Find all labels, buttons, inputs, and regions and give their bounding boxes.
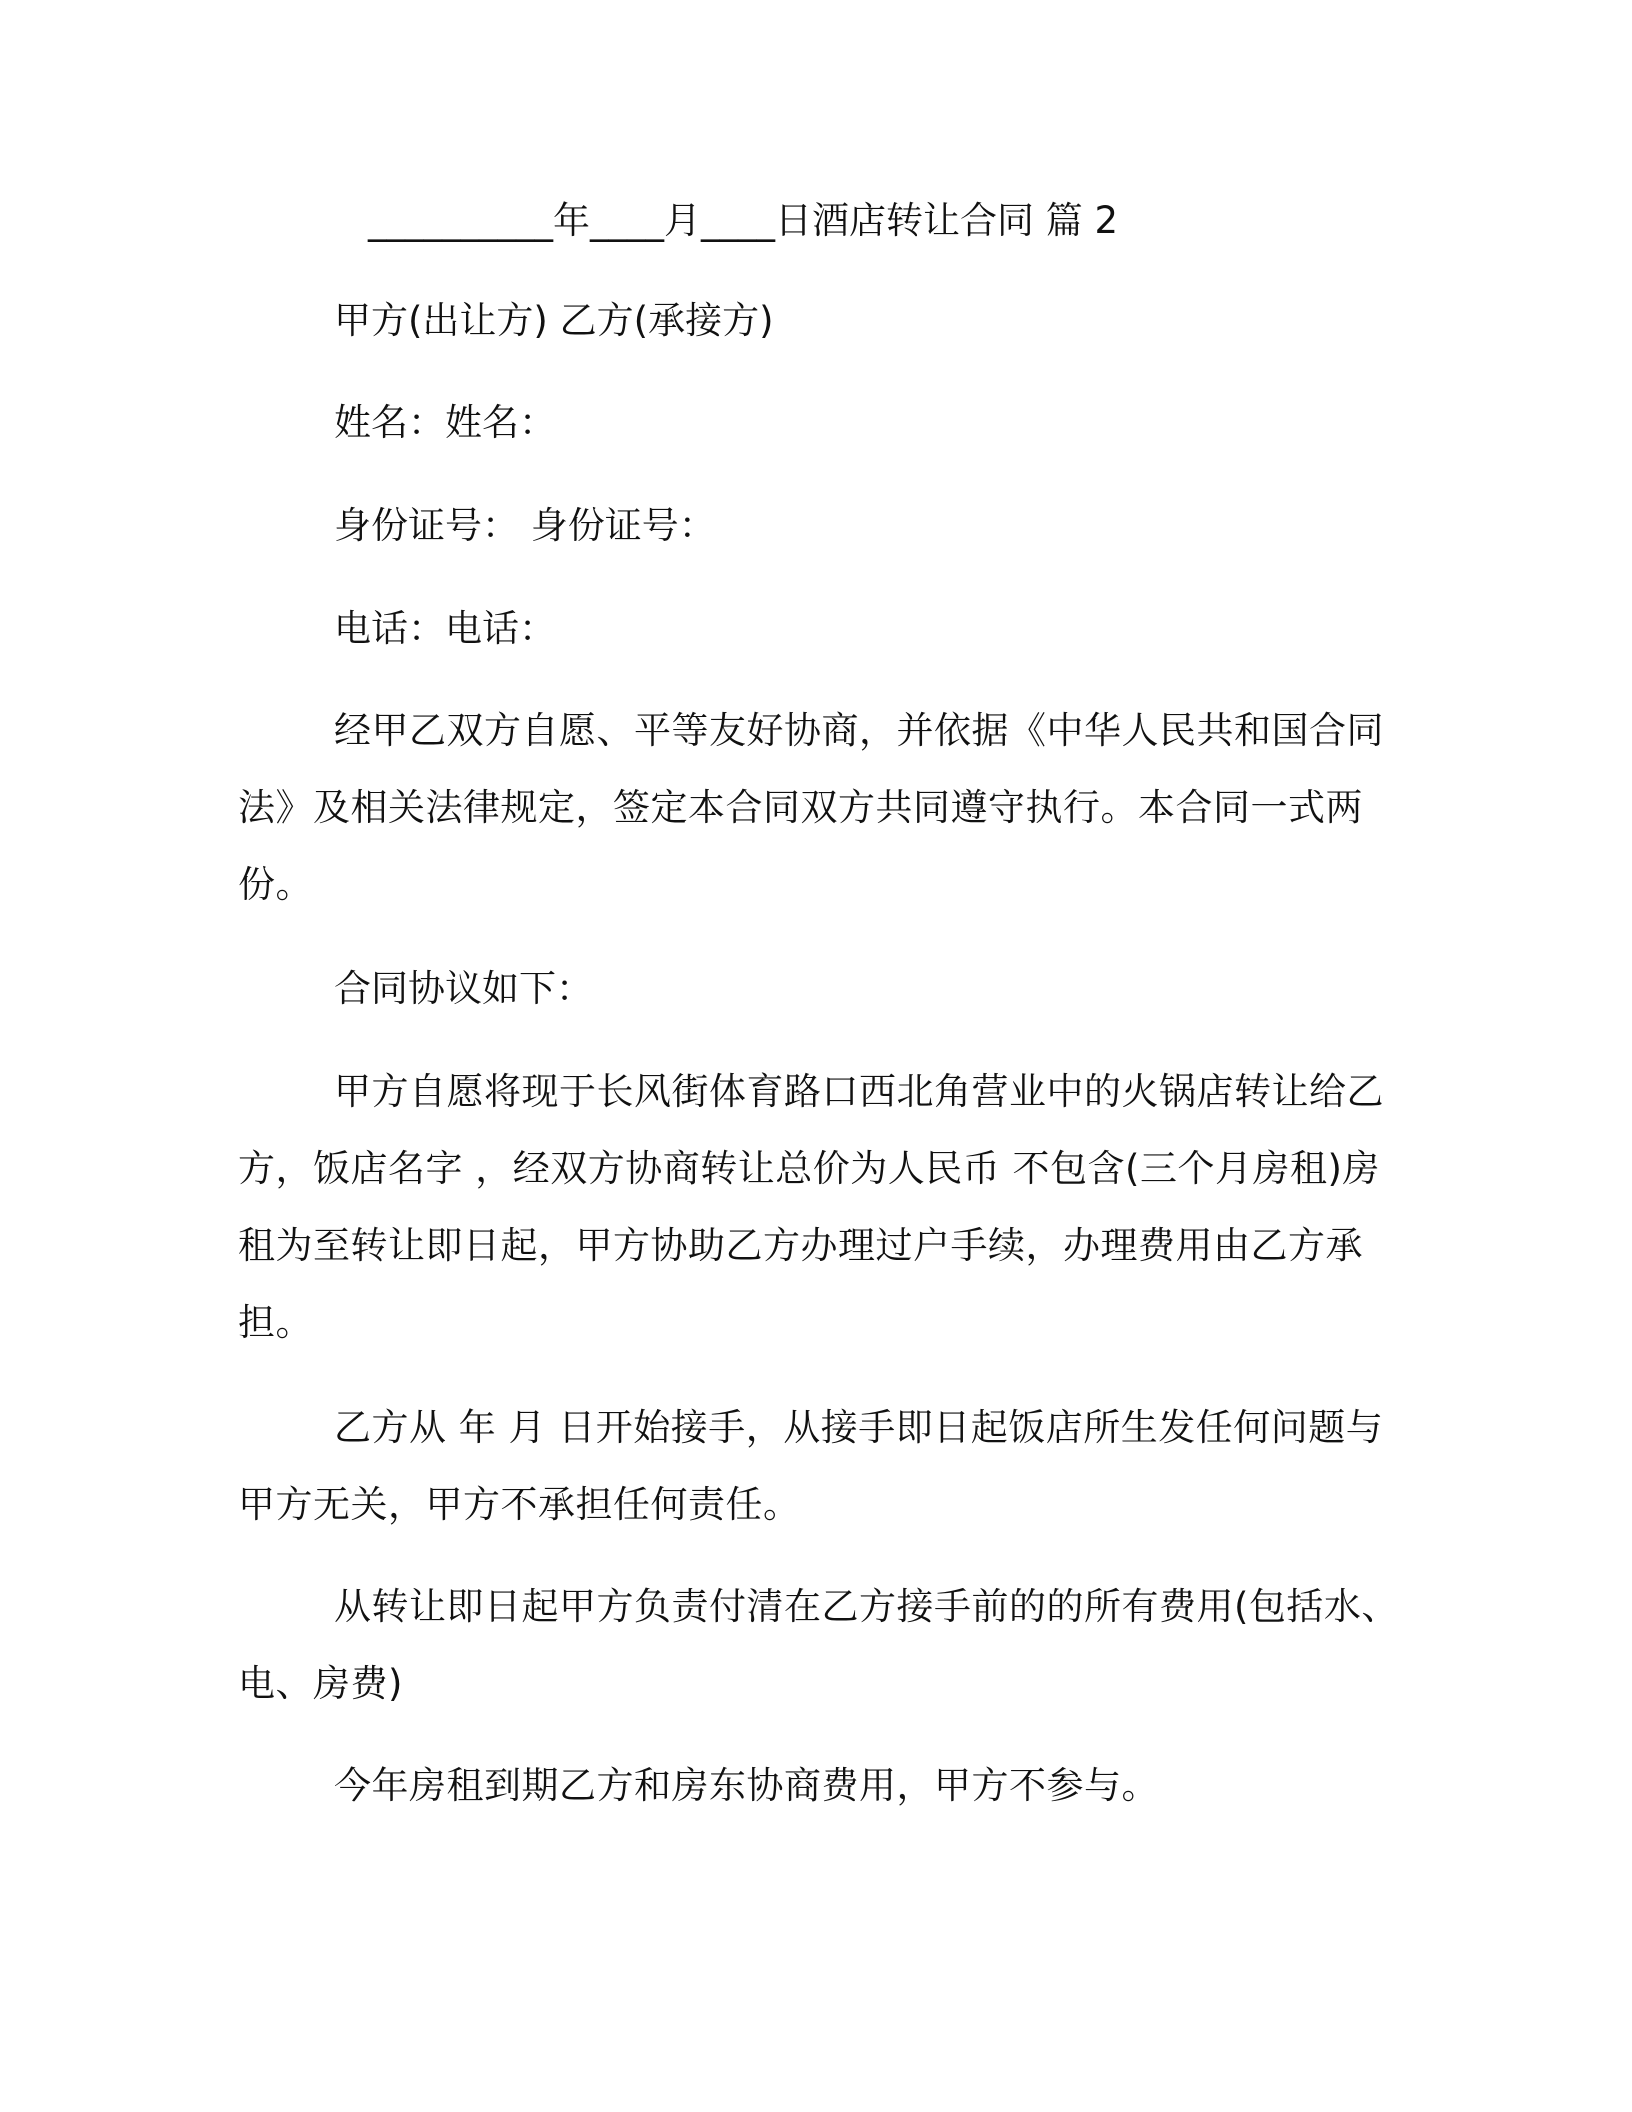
intro-paragraph-line: 法》及相关法律规定，签定本合同双方共同遵守执行。本合同一式两 xyxy=(238,786,1363,829)
clause-line: 甲方无关，甲方不承担任何责任。 xyxy=(238,1483,801,1526)
clause-line: 甲方自愿将现于长风街体育路口西北角营业中的火锅店转让给乙 xyxy=(334,1070,1384,1113)
clause-4 xyxy=(238,1747,1378,1824)
clause-line: 方，饭店名字 ，经双方协商转让总价为人民币 不包含(三个月房租)房 xyxy=(238,1147,1380,1190)
phone-line: 电话：电话： xyxy=(334,607,556,650)
id-number-line: 身份证号： 身份证号： xyxy=(334,504,716,547)
name-line: 姓名：姓名： xyxy=(334,401,556,444)
clause-1 xyxy=(238,1053,1384,1361)
clause-line: 电、房费) xyxy=(238,1662,403,1705)
parties-line: 甲方(出让方) 乙方(承接方) xyxy=(334,299,774,342)
clause-line: 乙方从 年 月 日开始接手，从接手即日起饭店所生发任何问题与 xyxy=(334,1406,1384,1449)
agreement-heading: 合同协议如下： xyxy=(334,967,593,1010)
clause-line: 从转让即日起甲方负责付清在乙方接手前的的所有费用(包括水、 xyxy=(334,1585,1399,1628)
clause-3 xyxy=(238,1568,1399,1722)
intro-paragraph-line: 份。 xyxy=(238,863,313,906)
clause-line: 担。 xyxy=(238,1301,313,1344)
intro-paragraph-line: 经甲乙双方自愿、平等友好协商，并依据《中华人民共和国合同 xyxy=(334,709,1384,752)
clause-2 xyxy=(238,1389,1384,1543)
clause-line: 今年房租到期乙方和房东协商费用，甲方不参与。 xyxy=(334,1764,1159,1807)
document-title: __________年____月____日酒店转让合同 篇 2 xyxy=(368,199,1119,242)
clause-line: 租为至转让即日起，甲方协助乙方办理过户手续，办理费用由乙方承 xyxy=(238,1224,1363,1267)
intro-paragraph xyxy=(238,692,1384,923)
